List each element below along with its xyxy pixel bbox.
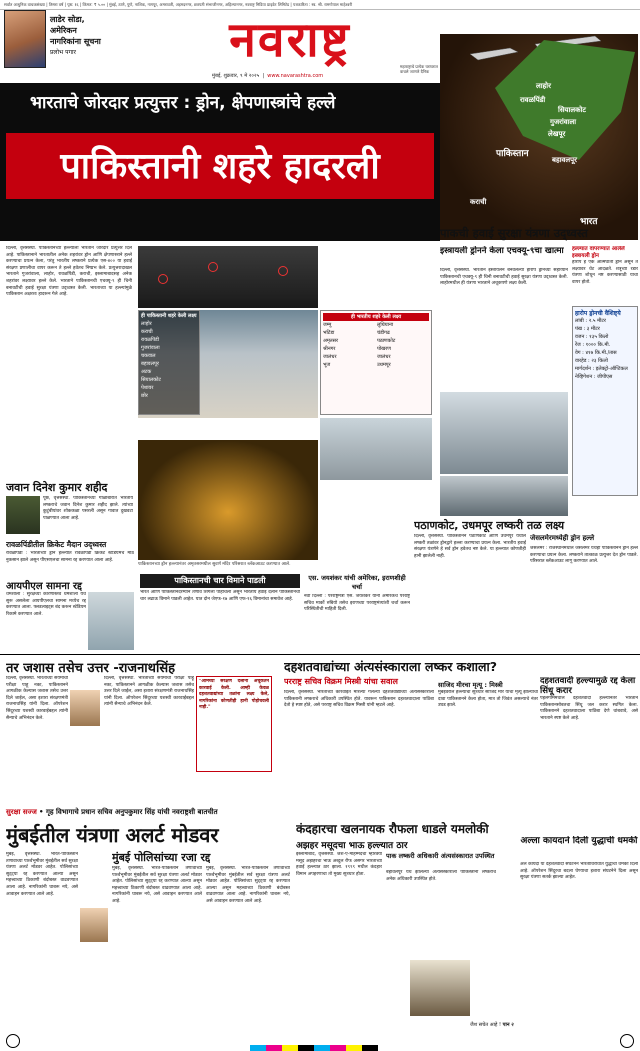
rajnath-quote-box (196, 676, 272, 772)
jaisalmer-text: जेसलमेर : राजस्थानमधील जेसलमेर येथेही पाकिस्तानने ड्रोन हल्ले करण्याचा प्रयत्न केला. लष्कराने तात्काळ प्रत्युत्तर देत ड्रोन पाडले. परिसरात ब्लॅकआउट लागू करण्यात आले. (530, 546, 638, 565)
pak-cities-title: ही पाकिस्तानी शहरे केली लक्ष्य (141, 313, 197, 319)
funeral-headline[interactable]: पाक लष्करी अधिकारी अंत्यसंस्कारात उपस्थित (386, 852, 495, 860)
city-item: अमृतसर (323, 338, 339, 344)
funeral-text: बहावलपूर येथे झालेल्या अंत्यसंस्काराला पाकिस्तानी लष्कराचे अनेक अधिकारी उपस्थित होते. (386, 870, 496, 882)
jaishankar-headline[interactable]: एस. जयशंकर यांची अमेरिका, इराणशीही चर्चा (308, 574, 406, 591)
jawan-photo (6, 496, 40, 534)
jaisalmer-headline[interactable]: जेसलमेरमध्येही ड्रोन हल्ले (530, 534, 595, 542)
sajid-headline[interactable]: साजिद मीरचा मृत्यू : मिस्त्री (438, 681, 503, 689)
alqaeda-headline[interactable]: अल्ला कायदाने दिली युद्धाची धमकी (520, 836, 638, 846)
teaser-small: प्रलोभ पगार (50, 49, 76, 56)
map-label: कराची (470, 198, 487, 206)
alqaeda-text: अल कायदा या दहशतवादी संघटनेने भारताविरोधात युद्धाची धमकी दिली आहे. ऑपरेशन सिंदूरचा बदला घेण्याचा इशारा संघटनेने दिला असून सुरक्षा यंत्रणा सतर्क झाल्या आहेत. (520, 862, 638, 881)
drone-photo-2 (440, 476, 568, 516)
target-marker (208, 262, 218, 272)
security-bar (6, 806, 406, 818)
feature-item: लांबी : २.५ मीटर (575, 318, 606, 324)
security-label: सुरक्षा सज्ज (6, 808, 37, 816)
hq9-side-title: हल्ल्यात वापरण्यात आलेले इस्त्रायली ड्रोन (572, 246, 625, 259)
kandahar-text: इस्लामाबाद, वृत्तसंस्था. जैश-ए-मोहम्मदचा म्होरक्या मसूद अझहरचा भाऊ अब्दुल रौफ असगर भारताच्या हवाई हल्ल्यात ठार झाला. १९९९ मधील कंदहार विमान अपहरणाचा तो मुख्य सूत्रधार होता. (296, 852, 382, 877)
missile-photo (138, 246, 318, 308)
city-item: भूज (323, 362, 331, 368)
ipl-headline[interactable]: आयपीएल सामना रद्द (6, 581, 82, 592)
feature-item: वेग : ४१७ कि.मी./तास (575, 350, 617, 356)
city-item: छोर (141, 393, 148, 399)
mumbai-text-2: मुंबई, वृत्तसंस्था. भारत-पाकिस्तान तणावाच्या पार्श्वभूमीवर मुंबईतील सर्व सुरक्षा यंत्रणा अलर्ट मोडवर आहेत. पोलिसांच्या सुट्ट्या रद्द करण्यात आल्या असून महत्त्वाच्या ठिकाणी बंदोबस्त वाढवण्यात आला आहे. नागरिकांनी घाबरू नये, असे आवाहन करण्यात आले आहे. (112, 866, 202, 904)
hq9-text: दिल्ली, वृत्तसंस्था. भारताने इस्त्रायलने बनवलेल्या हारोप ड्रोनच्या सहाय्याने पाकिस्तानची एचक्यू-९ ही चिनी बनावटीची हवाई सुरक्षा यंत्रणा उद्ध्वस्त केली. लाहोरमधील ही यंत्रणा भारताने अचूकपणे लक्ष्य केली. (440, 268, 568, 287)
dateline: मुंबई, शुक्रवार, ९ मे २०२५ | www.navarashtra.com (212, 73, 324, 79)
terror-subheadline[interactable]: परराष्ट्र सचिव विक्रम मिस्त्री यांचा सवाल (284, 677, 398, 686)
pak-cities-box (138, 310, 200, 415)
top-info-strip: सर्वात आधुनिक वाचकसंख्या | तिसरा वर्ष | पृष्ठ: १६ | किंमत: ₹ ५.०० | मुंबई, ठाणे, पुणे, नाशिक, नागपूर, अमरावती, अहमदनगर, छत्रपती संभाजीनगर, अहिल्यानगर, नवराष्ट्र मिडिया प्राइवेट लिमिटेड | पत्रकारिता : स्व. श्री. रामगोपाल माहेश्वरी (0, 0, 640, 10)
page-jump[interactable]: पान २ (502, 1022, 514, 1028)
rajnath-quote: "आमच्या संरक्षण दलांनी अचूकतेने कारवाई केली. आम्ही केवळ दहशतवाद्यांच्या तळांना लक्ष्य केले, नागरिकांना कोणतीही हानी पोहोचवली नाही." (199, 679, 269, 711)
indus-aside (540, 676, 638, 802)
city-item: बहावलपूर (141, 361, 159, 367)
official-photo (80, 908, 108, 942)
mumbai-headline[interactable]: मुंबईतील यंत्रणा अलर्ट मोडवर (6, 823, 219, 847)
kandahar-subheadline[interactable]: अझहर मसूदचा भाऊ हल्ल्यात ठार (296, 841, 408, 851)
hq9-sidebar (572, 246, 638, 306)
features-title: हारोप ड्रोनची वैशिष्ट्ये (575, 310, 621, 317)
trump-photo (4, 10, 46, 68)
website-link[interactable]: www.navarashtra.com (267, 73, 324, 79)
jaishankar-text: नवी दिल्ली : परराष्ट्रमंत्री एस. जयशंकर यांनी अमेरिकेचे परराष्ट्र सचिव मार्को रुबियो तसेच इराणच्या परराष्ट्रमंत्र्यांशी चर्चा करून परिस्थितीची माहिती दिली. (304, 594, 410, 613)
rajnath-photo (70, 690, 100, 726)
date-text: मुंबई, शुक्रवार, ९ मे २०२५ (212, 73, 260, 79)
target-marker (158, 274, 168, 284)
pathankot-text: दिल्ली, वृत्तसंस्था. पाकिस्तानने पठाणकोट आणि उधमपूर येथील लष्करी तळांवर ड्रोनद्वारे हल्ला करण्याचा प्रयत्न केला. भारतीय हवाई संरक्षण यंत्रणेने हे सर्व ड्रोन हवेतच नष्ट केले. या हल्ल्यात कोणतीही हानी झालेली नाही. (414, 534, 526, 559)
terror-text: दिल्ली, वृत्तसंस्था. भारताच्या कारवाईत मारल्या गेलेल्या दहशतवाद्यांच्या अंत्यसंस्काराला पाकिस्तानी लष्कराचे अधिकारी उपस्थित होते. यावरून पाकिस्तान दहशतवादाला पाठिंबा देतो हे स्पष्ट होते, असे परराष्ट्र सचिव विक्रम मिस्त्री यांनी म्हटले आहे. (284, 690, 434, 709)
jet-photo (88, 592, 134, 650)
city-item: पठाणकोट (377, 338, 396, 344)
pathankot-headline[interactable]: पठाणकोट, उधमपूर लष्करी तळ लक्ष्य (414, 519, 565, 532)
rajnath-text: दिल्ली, वृत्तसंस्था. भारताच्या संयमाची परीक्षा पाहू नका, पाकिस्तानने आगळीक केल्यास जशास तसेच उत्तर दिले जाईल, असा इशारा संरक्षणमंत्री राजनाथसिंह यांनी दिला. ऑपरेशन सिंदूरच्या यशस्वी कारवाईबद्दल त्यांनी सैन्याचे अभिनंदन केले. (6, 676, 68, 721)
city-item: चकवाल (141, 353, 156, 359)
registration-mark (6, 1034, 20, 1048)
trump-teaser[interactable] (50, 14, 122, 58)
cities-box-title: ही भारतीय शहरे केली लक्ष्य (323, 313, 429, 321)
map-label: लाहोर (536, 82, 551, 90)
missile-launcher-photo (320, 418, 432, 480)
lead-subheadline[interactable]: भारताचे जोरदार प्रत्युत्तर : ड्रोन, क्षेपणास्त्रांचे हल्ले (30, 93, 336, 113)
tagline: महाराष्ट्राचे प्रत्येक घराघरात वाचले जाणारे दैनिक (400, 64, 438, 74)
city-item: जालंधर (323, 354, 337, 360)
rawalpindi-headline[interactable]: रावळपिंडीतील क्रिकेट मैदान उद्ध्वस्त (6, 540, 107, 549)
mumbai-subheadline[interactable]: मुंबई पोलिसांच्या रजा रद्द (112, 851, 211, 864)
sajid-text: मुंबईवरील हल्ल्याचा सूत्रधार साजिद मीर याचा मृत्यू झाल्याचा दावा पाकिस्तानने केला होता, मात्र तो जिवंत असल्याचे नंतर उघड झाले. (438, 690, 538, 709)
city-item: लुधियाना (377, 322, 394, 328)
drone-photo (440, 392, 568, 474)
continued-text: जैश सचेत आहे ! (470, 1022, 502, 1028)
terror-headline[interactable]: दहशतवाद्यांच्या अंत्यसंस्काराला लष्कर कशाला? (284, 659, 497, 674)
cities-list (323, 321, 431, 369)
map-label: पाकिस्तान (496, 149, 529, 159)
target-marker (278, 266, 288, 276)
city-item: जम्मू (323, 322, 332, 328)
feature-item: वारहेड : २३ किलो (575, 358, 608, 364)
rajnath-text-2: दिल्ली, वृत्तसंस्था. भारताच्या संयमाची परीक्षा पाहू नका, पाकिस्तानने आगळीक केल्यास जशास तसेच उत्तर दिले जाईल, असा इशारा संरक्षणमंत्री राजनाथसिंह यांनी दिला. ऑपरेशन सिंदूरच्या यशस्वी कारवाईबद्दल त्यांनी सैन्याचे अभिनंदन केले. (104, 676, 194, 708)
indus-text: पहलगाममधील दहशतवादी हल्ल्यानंतर भारताने पाकिस्तानसोबतचा सिंधू जल करार स्थगित केला. पाकिस्तानने दहशतवादाला पाठिंबा देणे थांबवावे, असे भारताने स्पष्ट केले आहे. (540, 696, 638, 721)
feature-item: पंख : ३ मीटर (575, 326, 600, 332)
mumbai-text: मुंबई, वृत्तसंस्था. भारत-पाकिस्तान तणावाच्या पार्श्वभूमीवर मुंबईतील सर्व सुरक्षा यंत्रणा अलर्ट मोडवर आहेत. पोलिसांच्या सुट्ट्या रद्द करण्यात आल्या असून महत्त्वाच्या ठिकाणी बंदोबस्त वाढवण्यात आला आहे. नागरिकांनी घाबरू नये, असे आवाहन करण्यात आले आहे. (6, 852, 78, 897)
city-item: उधमपूर (377, 362, 391, 368)
rawalpindi-text: रावळपिंडी : भारताच्या ड्रोन हल्ल्यात रावळपिंडी क्रिकेट स्टेडियमचे मोठे नुकसान झाले असून पीएसएलचा सामना रद्द करण्यात आला आहे. (6, 551, 134, 563)
jawan-headline[interactable]: जवान दिनेश कुमार शहीद (6, 481, 108, 494)
city-item: सियालकोट (141, 377, 161, 383)
hq9-headline[interactable]: पाकची हवाई सुरक्षा यंत्रणा उद्ध्वस्त (440, 226, 588, 240)
rajnath-headline[interactable]: तर जशास तसेच उत्तर -राजनाथसिंह (6, 661, 176, 676)
city-item: अटक (141, 369, 152, 375)
haropp-features-box (572, 306, 638, 496)
lead-story-text: दिल्ली, वृत्तसंस्था. पाकिस्तानच्या हल्ल्याला भारताने जोरदार प्रत्युत्तर दिले आहे. पाकिस्तानाने भारतातील अनेक शहरांवर ड्रोन आणि क्षेपणास्त्राने हल्ले करण्याचा प्रयत्न केला, परंतु भारतीय लष्कराने प्रत्येक एस-४०० या हवाई संरक्षण प्रणालीचा वापर करून ते हल्ले हवेतच निष्प्रभ केले. प्रत्युत्तरादाखल भारताने गुजरांवाला, लाहोर, रावळपिंडी, कराची, इस्लामाबादसह अनेक शहरांवर लक्ष्यावर हल्ले केले. भारताने पाकिस्तानची एचक्यू-९ ही चिनी बनावटीची हवाई सुरक्षा यंत्रणा उद्ध्वस्त केली. भारताच्या या हल्ल्यांमुळे पाकिस्तान अक्षरशः हादरून गेले आहे. (6, 246, 132, 298)
section-divider (0, 654, 640, 655)
city-item: कराची (141, 329, 153, 335)
ipl-text: धर्मशाला : सुरक्षेच्या कारणास्तव धर्मशाला येथे सुरू असलेला आयपीएलचा सामना मध्येच रद्द करण्यात आला. फ्लडलाइट्स बंद करून स्टेडियम रिकामे करण्यात आले. (6, 592, 86, 617)
hq9-subheadline[interactable]: इस्त्रायली ड्रोनने केला एचक्यू-९चा खात्मा (440, 246, 564, 256)
map-labels (440, 34, 638, 240)
cities-box (320, 310, 432, 415)
teaser-line: नागरिकांना सूचना (50, 37, 101, 46)
map-label: गुजरांवाला (550, 118, 577, 126)
city-item: रावळपिंडी (141, 337, 160, 343)
color-bar (250, 1038, 390, 1046)
kandahar-headline[interactable]: कंदहारचा खलनायक रौफला धाडले यमलोकी (296, 822, 489, 836)
indus-headline[interactable]: दहशतवादी हल्ल्यामुळे रद्द केला सिंधू करार (540, 676, 636, 696)
feature-item: रेंज : १००० कि.मी. (575, 342, 611, 348)
newspaper-logo[interactable]: नवराष्ट्र (229, 12, 351, 68)
map-label: भारत (580, 217, 598, 227)
city-item: जालंधर (377, 354, 391, 360)
map-label: बहावलपूर (552, 156, 578, 164)
security-text: • गृह विभागाचे प्रधान सचिव अनुपकुमार सिंह यांची नवराष्ट्रशी बातचीत (39, 808, 218, 816)
lead-headline[interactable]: पाकिस्तानी शहरे हादरली (6, 133, 434, 199)
city-item: लाहोर (141, 321, 152, 327)
continued-note (470, 1022, 570, 1028)
map-label: लेखपूर (548, 130, 566, 138)
teaser-line: अमेरिकन (50, 26, 77, 35)
city-item: पोखरण (377, 346, 391, 352)
planes-headline[interactable]: पाकिस्तानची चार विमाने पाडली (140, 574, 300, 588)
city-item: पेशावर (141, 385, 154, 391)
mumbai-text-3: मुंबई, वृत्तसंस्था. भारत-पाकिस्तान तणावाच्या पार्श्वभूमीवर मुंबईतील सर्व सुरक्षा यंत्रणा अलर्ट मोडवर आहेत. पोलिसांच्या सुट्ट्या रद्द करण्यात आल्या असून महत्त्वाच्या ठिकाणी बंदोबस्त वाढवण्यात आला आहे. नागरिकांनी घाबरू नये, असे आवाहन करण्यात आले आहे. (206, 866, 290, 904)
teaser-line: लाडेर सोडा, (50, 15, 85, 24)
registration-mark (620, 1034, 634, 1048)
feature-item: मार्गदर्शन : इलेक्ट्रो-ऑप्टिकल (575, 366, 628, 372)
city-item: गुजरांवाला (141, 345, 160, 351)
features-list (575, 317, 635, 381)
pak-cities-list (141, 320, 197, 400)
feature-item: नेव्हिगेशन : जीपीएस (575, 374, 613, 380)
jawan-text: पूंछ, वृत्तसंस्था. पाकिस्तानच्या गोळीबारात भारतीय लष्कराचे जवान दिनेश कुमार शहीद झाले. त्यांच्या कुटुंबीयांवर शोककळा पसरली असून गावात दुखवटा पाळण्यात आला आहे. (43, 496, 133, 521)
hq9-side-text: हारोप हे एक आत्मघाती ड्रोन असून ते लक्ष्यावर थेट आदळते. शत्रूच्या रडार यंत्रणा शोधून नष्ट करण्यासाठी याचा वापर होतो. (572, 260, 638, 285)
city-item: श्रीनगर (323, 346, 336, 352)
map-label: सियालकोट (558, 106, 586, 114)
golden-temple-photo (138, 440, 318, 560)
map-label: रावळपिंडी (520, 96, 546, 104)
planes-text: भारत आणि पाकिस्तानदरम्यान तणाव शिगेला पोहोचला असून भारतीय हवाई दलाने पाकिस्तानची चार लढाऊ विमाने पाडली आहेत. यात दोन जेएफ-१७ आणि एफ-१६ विमानांचा समावेश आहे. (140, 590, 300, 602)
rauf-photo (410, 960, 470, 1016)
photo-caption: पाकिस्तानच्या ड्रोन हल्ल्यानंतर अमृतसरमधील सुवर्ण मंदिर परिसरात ब्लॅकआउट करण्यात आले. (138, 562, 291, 567)
city-item: चंडीगढ (377, 330, 390, 336)
city-item: भटिंडा (323, 330, 335, 336)
feature-item: वजन : १३५ किलो (575, 334, 609, 340)
